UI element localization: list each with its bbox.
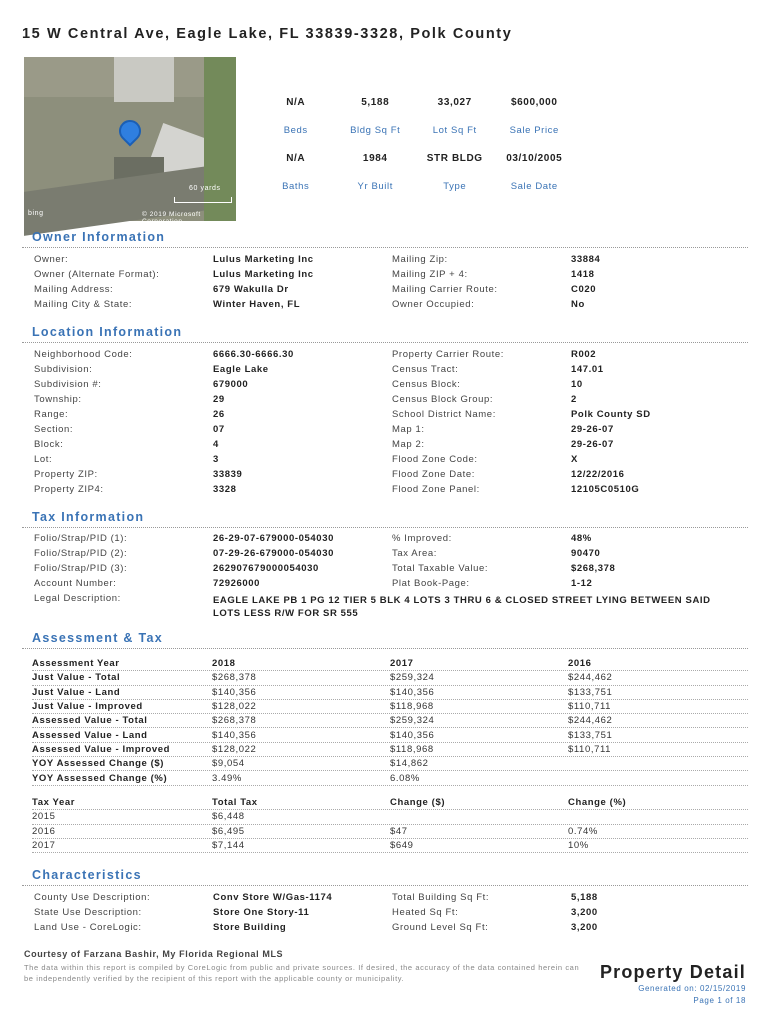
assessment-cell: $9,054 [212,758,245,770]
tax-year-header-cell: Change ($) [390,797,446,809]
location-value: 679000 [213,379,249,390]
stat-beds-label: Beds [283,124,308,136]
tax-year-cell: 2017 [32,840,56,852]
location-label: Property Carrier Route: [392,349,505,360]
location-value: 3328 [213,484,237,495]
tax-year-cell: 2016 [32,825,56,837]
assessment-row [32,757,748,771]
page-number: Page 1 of 18 [693,996,746,1005]
assessment-cell: $140,356 [390,686,435,698]
assessment-cell: $133,751 [568,729,613,741]
stat-lot-sqft-label: Lot Sq Ft [432,124,477,136]
location-row [34,467,734,482]
owner-row [34,297,734,312]
owner-row [34,252,734,267]
owner-value: 1418 [571,269,595,280]
location-row [34,407,734,422]
tax-label: Plat Book-Page: [392,578,470,589]
characteristics-row [34,905,734,920]
location-value: 147.01 [571,364,604,375]
assessment-cell: $268,378 [212,715,257,727]
location-row [34,377,734,392]
location-value: Polk County SD [571,409,651,420]
characteristics-row [34,890,734,905]
location-value: 29-26-07 [571,424,614,435]
assessment-cell: $128,022 [212,743,257,755]
tax-year-cell: $6,495 [212,825,245,837]
location-label: Section: [34,424,74,435]
assessment-cell: $140,356 [212,729,257,741]
tax-year-header-row [32,796,748,810]
section-divider [22,885,748,886]
owner-row [34,267,734,282]
tax-row [34,546,734,561]
tax-label: Total Taxable Value: [392,563,489,574]
owner-value: Lulus Marketing Inc [213,254,314,265]
footer-courtesy: Courtesy of Farzana Bashir, My Florida Regional MLS [24,949,284,959]
assessment-table [32,657,748,786]
location-label: Map 1: [392,424,425,435]
assessment-cell: $118,968 [390,743,434,755]
assessment-cell: Assessed Value - Total [32,715,148,727]
owner-row [34,282,734,297]
location-value: 29-26-07 [571,439,614,450]
location-label: Block: [34,439,64,450]
tax-year-cell: $649 [390,840,414,852]
assessment-cell: $259,324 [390,715,435,727]
assessment-cell: $133,751 [568,686,613,698]
characteristics-label: Ground Level Sq Ft: [392,922,489,933]
location-value: X [571,454,578,465]
location-row [34,437,734,452]
location-label: Range: [34,409,69,420]
characteristics-grid [34,890,734,935]
tax-year-cell: 10% [568,840,589,852]
owner-info-grid [34,252,734,312]
location-label: Neighborhood Code: [34,349,133,360]
assessment-row [32,728,748,742]
owner-value: Winter Haven, FL [213,299,301,310]
report-title: Property Detail [599,962,746,982]
stats-labels-row-1 [256,116,574,144]
location-row [34,347,734,362]
characteristics-value: Store One Story-11 [213,907,310,918]
tax-year-header-cell: Total Tax [212,797,258,809]
location-section-heading: Location Information [32,325,183,339]
stats-values-row-1 [256,88,574,116]
tax-year-cell: $47 [390,825,408,837]
assessment-row [32,700,748,714]
location-label: Map 2: [392,439,425,450]
location-label: Flood Zone Panel: [392,484,480,495]
assessment-cell: $14,862 [390,758,429,770]
assessment-cell: Just Value - Total [32,672,121,684]
assessment-cell: $244,462 [568,672,613,684]
tax-year-header-cell: Tax Year [32,797,76,809]
location-pin-icon[interactable] [114,115,145,146]
tax-value: 48% [571,533,592,544]
map-scale-bar [174,197,232,203]
assessment-cell: $140,356 [212,686,257,698]
assessment-cell: $118,968 [390,701,434,713]
owner-label: Owner (Alternate Format): [34,269,160,280]
location-value: R002 [571,349,597,360]
location-label: Property ZIP: [34,469,98,480]
assessment-cell: Assessed Value - Improved [32,743,171,755]
location-label: Census Block: [392,379,461,390]
assessment-header-row [32,657,748,671]
stat-bldg-sqft-label: Bldg Sq Ft [350,124,401,136]
stat-type-label: Type [443,180,467,192]
assessment-row [32,743,748,757]
owner-label: Mailing City & State: [34,299,133,310]
location-label: Census Block Group: [392,394,494,405]
assessment-cell: Just Value - Improved [32,701,143,713]
summary-stats [256,88,574,200]
owner-label: Mailing Carrier Route: [392,284,498,295]
location-label: Lot: [34,454,53,465]
characteristics-label: County Use Description: [34,892,151,903]
stats-labels-row-2 [256,172,574,200]
section-divider [22,527,748,528]
owner-label: Owner Occupied: [392,299,475,310]
stat-yr-built-label: Yr Built [357,180,393,192]
stat-yr-built-value: 1984 [362,152,388,164]
location-value: 12/22/2016 [571,469,625,480]
assessment-cell: 3.49% [212,772,242,784]
location-value: 3 [213,454,219,465]
assessment-row [32,686,748,700]
tax-value: 07-29-26-679000-054030 [213,548,334,559]
assessment-cell: $259,324 [390,672,435,684]
tax-value: 262907679000054030 [213,563,319,574]
tax-row [34,576,734,591]
tax-label: Account Number: [34,578,117,589]
assessment-cell: YOY Assessed Change ($) [32,758,165,770]
stat-baths-value: N/A [286,152,306,164]
location-row [34,482,734,497]
stats-values-row-2 [256,144,574,172]
assessment-cell: $244,462 [568,715,613,727]
section-divider [22,342,748,343]
location-value: 4 [213,439,219,450]
characteristics-value: 5,188 [571,892,598,903]
tax-year-row [32,810,748,824]
section-divider [22,648,748,649]
tax-year-row [32,839,748,853]
owner-value: 33884 [571,254,601,265]
characteristics-row [34,920,734,935]
location-value: 10 [571,379,583,390]
location-value: 26 [213,409,225,420]
location-row [34,452,734,467]
owner-value: C020 [571,284,597,295]
owner-value: 679 Wakulla Dr [213,284,289,295]
page-title: 15 W Central Ave, Eagle Lake, FL 33839-3328, Polk County [22,26,513,42]
stat-baths-label: Baths [282,180,310,192]
characteristics-label: Heated Sq Ft: [392,907,459,918]
tax-value: 26-29-07-679000-054030 [213,533,334,544]
stat-sale-date-label: Sale Date [510,180,558,192]
assessment-row [32,714,748,728]
owner-value: No [571,299,585,310]
location-label: Flood Zone Code: [392,454,478,465]
tax-label: % Improved: [392,533,452,544]
map-scale-label: 60 yards [189,185,221,192]
location-label: Census Tract: [392,364,459,375]
assessment-section-heading: Assessment & Tax [32,631,164,645]
tax-label: Tax Area: [392,548,438,559]
legal-description-value: EAGLE LAKE PB 1 PG 12 TIER 5 BLK 4 LOTS 3 THRU 6 & CLOSED STREET LYING BETWEEN SAID LOTS LESS R/W FOR SR 555 [213,595,711,619]
tax-label: Folio/Strap/PID (3): [34,563,128,574]
location-value: 33839 [213,469,243,480]
section-divider [22,247,748,248]
tax-value: 90470 [571,548,601,559]
footer-disclaimer: The data within this report is compiled by CoreLogic from public and private sources. If desired, the accuracy of the data contained herein can be independently verified by the recipient of this report with the applicable county or municipality. [24,963,580,983]
location-label: School District Name: [392,409,496,420]
tax-label: Folio/Strap/PID (2): [34,548,128,559]
location-row [34,362,734,377]
map-credit: © 2019 Microsoft Corporation [142,211,201,225]
location-value: 2 [571,394,577,405]
characteristics-section-heading: Characteristics [32,868,142,882]
tax-value: $268,378 [571,563,616,574]
assessment-cell: $140,356 [390,729,435,741]
location-label: Property ZIP4: [34,484,104,495]
stat-sale-date-value: 03/10/2005 [506,152,563,164]
map-lot [114,57,174,102]
characteristics-label: Total Building Sq Ft: [392,892,490,903]
location-label: Subdivision #: [34,379,102,390]
characteristics-label: State Use Description: [34,907,142,918]
location-value: 07 [213,424,225,435]
assessment-cell: $110,711 [568,743,612,755]
stat-sale-price-value: $600,000 [510,96,558,108]
assessment-cell: Just Value - Land [32,686,121,698]
location-value: 12105C0510G [571,484,640,495]
owner-label: Mailing Address: [34,284,114,295]
characteristics-value: Store Building [213,922,287,933]
owner-label: Owner: [34,254,69,265]
stat-beds-value: N/A [286,96,306,108]
characteristics-label: Land Use - CoreLogic: [34,922,142,933]
location-info-grid [34,347,734,497]
generated-date: Generated on: 02/15/2019 [638,984,746,993]
location-value: Eagle Lake [213,364,269,375]
stat-lot-sqft-value: 33,027 [437,96,472,108]
tax-value: 72926000 [213,578,261,589]
stat-bldg-sqft-value: 5,188 [361,96,390,108]
tax-row [34,561,734,576]
location-label: Township: [34,394,82,405]
location-value: 29 [213,394,225,405]
assessment-cell: Assessed Value - Land [32,729,148,741]
assessment-cell: $128,022 [212,701,257,713]
assessment-header-cell: Assessment Year [32,658,120,670]
location-row [34,422,734,437]
stat-sale-price-label: Sale Price [509,124,559,136]
owner-label: Mailing Zip: [392,254,448,265]
assessment-cell: 6.08% [390,772,420,784]
location-label: Flood Zone Date: [392,469,476,480]
tax-year-cell: $6,448 [212,811,245,823]
tax-value: 1-12 [571,578,593,589]
assessment-row [32,671,748,685]
tax-year-cell: 2015 [32,811,56,823]
owner-section-heading: Owner Information [32,230,166,244]
location-row [34,392,734,407]
tax-label: Legal Description: [34,593,121,604]
characteristics-value: Conv Store W/Gas-1174 [213,892,333,903]
assessment-header-cell: 2017 [390,658,414,670]
tax-year-cell: $7,144 [212,840,245,852]
tax-year-header-cell: Change (%) [568,797,627,809]
tax-year-table [32,796,748,853]
tax-label: Folio/Strap/PID (1): [34,533,128,544]
tax-year-cell: 0.74% [568,825,598,837]
map-logo: bing [28,210,44,217]
characteristics-value: 3,200 [571,922,598,933]
characteristics-value: 3,200 [571,907,598,918]
tax-row [34,531,734,546]
assessment-row [32,771,748,785]
tax-year-row [32,825,748,839]
aerial-map[interactable] [24,57,236,225]
tax-section-heading: Tax Information [32,510,145,524]
stat-type-value: STR BLDG [426,152,483,164]
assessment-cell: $268,378 [212,672,257,684]
assessment-cell: $110,711 [568,701,612,713]
location-value: 6666.30-6666.30 [213,349,294,360]
location-label: Subdivision: [34,364,93,375]
assessment-header-cell: 2018 [212,658,236,670]
owner-label: Mailing ZIP + 4: [392,269,468,280]
assessment-header-cell: 2016 [568,658,592,670]
assessment-cell: YOY Assessed Change (%) [32,772,168,784]
owner-value: Lulus Marketing Inc [213,269,314,280]
